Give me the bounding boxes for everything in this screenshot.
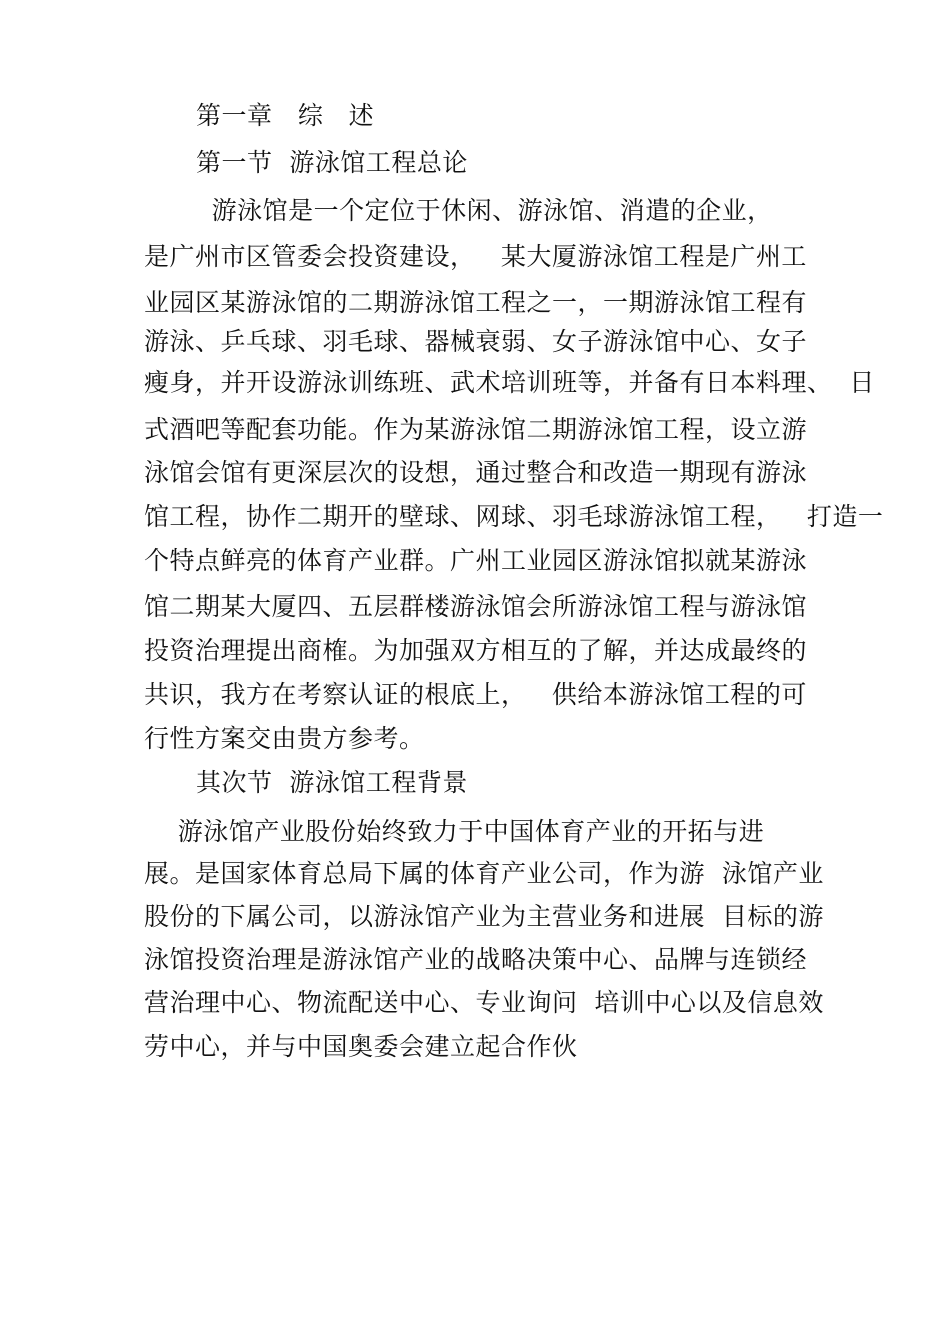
paragraph-line: 投资治理提出商榷。为加强双方相互的了解，并达成最终的 xyxy=(144,636,808,665)
paragraph-line: 游泳馆是一个定位于休闲、游泳馆、消遣的企业， xyxy=(144,196,773,225)
section-2-heading: 其次节 游泳馆工程背景 xyxy=(196,768,468,797)
paragraph-line: 游泳、乒乓球、羽毛球、器械衰弱、女子游泳馆中心、女子 xyxy=(144,327,808,356)
paragraph-line: 股份的下属公司，以游泳馆产业为主营业务和进展 目标的游 xyxy=(144,902,824,931)
paragraph-line: 是广州市区管委会投资建设， 某大厦游泳馆工程是广州工 xyxy=(144,242,807,271)
paragraph-line: 游泳馆产业股份始终致力于中国体育产业的开拓与进 xyxy=(144,817,765,846)
paragraph-line: 营治理中心、物流配送中心、专业询问 培训中心以及信息效 xyxy=(144,988,824,1017)
paragraph-line: 式酒吧等配套功能。作为某游泳馆二期游泳馆工程，设立游 xyxy=(144,415,808,444)
paragraph-line: 泳馆投资治理是游泳馆产业的战略决策中心、品牌与连锁经 xyxy=(144,945,808,974)
paragraph-line: 业园区某游泳馆的二期游泳馆工程之一，一期游泳馆工程有 xyxy=(144,288,808,317)
section-1-heading: 第一节 游泳馆工程总论 xyxy=(196,148,468,177)
paragraph-line: 馆二期某大厦四、五层群楼游泳馆会所游泳馆工程与游泳馆 xyxy=(144,592,808,621)
paragraph-line: 馆工程，协作二期开的壁球、网球、羽毛球游泳馆工程， 打造一 xyxy=(144,502,884,531)
paragraph-line: 劳中心，并与中国奥委会建立起合作伙 xyxy=(144,1032,578,1061)
paragraph-line: 瘦身，并开设游泳训练班、武术培训班等，并备有日本料理、 日 xyxy=(144,368,875,397)
paragraph-line: 个特点鲜亮的体育产业群。广州工业园区游泳馆拟就某游泳 xyxy=(144,546,808,575)
chapter-title: 第一章 综 述 xyxy=(196,101,375,130)
paragraph-line: 展。是国家体育总局下属的体育产业公司，作为游 泳馆产业 xyxy=(144,859,824,888)
paragraph-line: 行性方案交由贵方参考。 xyxy=(144,724,425,753)
paragraph-line: 共识，我方在考察认证的根底上， 供给本游泳馆工程的可 xyxy=(144,680,807,709)
paragraph-line: 泳馆会馆有更深层次的设想，通过整合和改造一期现有游泳 xyxy=(144,458,808,487)
